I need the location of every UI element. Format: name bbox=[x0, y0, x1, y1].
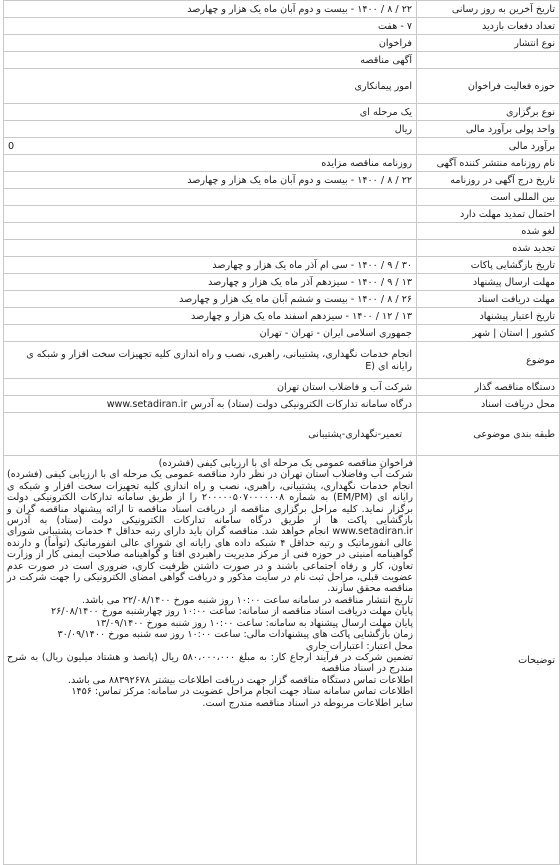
description-line: پایان مهلت دریافت اسناد مناقصه از سامانه: ساعت ۱۰:۰۰ روز چهارشنبه مورخ ۲۶/۰۸/۱۴۰۰ bbox=[50, 606, 413, 618]
description-line: سایر اطلاعات مربوطه در اسناد مناقصه مندرج است. bbox=[202, 697, 413, 709]
label-validity-date: تاریخ اعتبار پیشنهاد bbox=[417, 308, 560, 325]
value-last-update: ۲۲ / ۸ / ۱۴۰۰ - بیست و دوم آبان ماه یک هزار و چهارصد bbox=[4, 1, 417, 18]
description-line: پایان مهلت ارسال پیشنهاد به سامانه: ساعت ۱۰:۰۰ روز شنبه مورخ ۱۳/۰۹/۱۴۰۰ bbox=[95, 617, 413, 629]
row-notice-type bbox=[4, 52, 560, 69]
value-international bbox=[4, 189, 417, 206]
value-description bbox=[4, 456, 417, 865]
value-docs-place: درگاه سامانه تدارکات الکترونیکی دولت (ستاد) به آدرس www.setadiran.ir bbox=[4, 396, 417, 413]
label-opening-date: تاریخ بازگشایی پاکات bbox=[417, 257, 560, 274]
row-extension bbox=[4, 206, 560, 223]
label-location: کشور | استان | شهر bbox=[417, 325, 560, 342]
label-activity-area: حوزه فعالیت فراخوان bbox=[417, 69, 560, 104]
label-publish-type: نوع انتشار bbox=[417, 35, 560, 52]
value-location: جمهوری اسلامی ایران - تهران - تهران bbox=[4, 325, 417, 342]
description-line: تاریخ انتشار مناقصه در سامانه ساعت ۱۰:۰۰ روز شنبه مورخ ۲۲/۰۸/۱۴۰۰ می باشد. bbox=[81, 594, 413, 606]
value-notice-type: آگهی مناقصه bbox=[4, 52, 417, 69]
row-publish-type bbox=[4, 35, 560, 52]
row-visit-count bbox=[4, 18, 560, 35]
row-opening-date bbox=[4, 257, 560, 274]
description-line: شرکت آب وفاضلاب استان تهران در نظر دارد مناقصه عمومی یک مرحله ای با ارزیابی کیفی (فشرده) انجام خدمات نگهداری، پشتیبانی، راهبری، نصب و راه اندازی کلیه تجهیزات سخت افزار و شبکه ی رایانه ای (EM/PM) به شماره ۲۰۰۰۰۰۵۰۷۰۰۰۰۰۰۸ را از طریق سامانه تدارکات الکترونیکی دولت برگزار نماید. کلیه مراحل برگزاری مناقصه از دریافت اسناد مناقصه تا ارائه پیشنهاد مناقصه گران و بازگشایی پاکت ها از طریق درگاه سامانه تدارکات الکترونیکی دولت (ستاد) به آدرس www.setadiran.ir انجام خواهد شد. مناقصه گران باید دارای رتبه حداقل ۴ خدمات پشتیبانی شورای عالی انفورماتیک و رتبه حداقل ۴ شبکه داده های رایانه ای شورای عالی انفورماتیک (توأماً) و دارنده گواهینامه امنیتی در حوزه فنی از مرکز مدیریت راهبردی افتا و گواهینامه صلاحیت ایمنی کار از وزارت تعاون، کار و رفاه اجتماعی باشند و در صورت داشتن ظرفیت کاری، ضروری است در صورت عدم عضویت قبلی، مراحل ثبت نام در سایت مذکور و دریافت گواهی امضای الکترونیکی را جهت شرکت در مناقصه محقق سازند. bbox=[7, 469, 414, 595]
description-line: فراخوان مناقصه عمومی یک مرحله ای با ارزیابی کیفی (فشرده) bbox=[158, 458, 413, 469]
label-docs-place: محل دریافت اسناد bbox=[417, 396, 560, 413]
label-organizer: دستگاه مناقصه گذار bbox=[417, 379, 560, 396]
value-organizer: شرکت آب و فاضلاب استان تهران bbox=[4, 379, 417, 396]
value-cancelled bbox=[4, 223, 417, 240]
row-validity-date bbox=[4, 308, 560, 325]
description-line: زمان بازگشایی پاکت های پیشنهادات مالی: ساعت ۱۰:۰۰ روز سه شنبه مورخ ۳۰/۰۹/۱۴۰۰ bbox=[57, 629, 413, 641]
estimate-number: 0 bbox=[8, 140, 15, 152]
label-currency: واحد پولی برآورد مالی bbox=[417, 121, 560, 138]
value-extension bbox=[4, 206, 417, 223]
description-line: تضمین شرکت در فرآیند ارجاع کار: به مبلغ ۵۸۰،۰۰۰،۰۰۰ ریال (پانصد و هشتاد میلیون ریال) به شرح مندرج در اسناد مناقصه bbox=[7, 651, 413, 675]
row-newspaper-date bbox=[4, 172, 560, 189]
row-holding-type bbox=[4, 104, 560, 121]
label-category: طبقه بندی موضوعی bbox=[417, 413, 560, 456]
label-docs-deadline: مهلت دریافت اسناد bbox=[417, 291, 560, 308]
label-renewed: تجدید شده bbox=[417, 240, 560, 257]
label-subject: موضوع bbox=[417, 342, 560, 379]
value-publish-type: فراخوان bbox=[4, 35, 417, 52]
row-location bbox=[4, 325, 560, 342]
row-subject bbox=[4, 342, 560, 379]
value-newspaper-date: ۲۲ / ۸ / ۱۴۰۰ - بیست و دوم آبان ماه یک هزار و چهارصد bbox=[4, 172, 417, 189]
value-opening-date: ۳۰ / ۹ / ۱۴۰۰ - سی ام آذر ماه یک هزار و چهارصد bbox=[4, 257, 417, 274]
label-estimate: برآورد مالی bbox=[417, 138, 560, 155]
label-last-update: تاریخ آخرین به روز رسانی bbox=[417, 1, 560, 18]
value-validity-date: ۱۳ / ۱۲ / ۱۴۰۰ - سیزدهم اسفند ماه یک هزار و چهارصد bbox=[4, 308, 417, 325]
row-description bbox=[4, 456, 560, 865]
label-newspaper: نام روزنامه منتشر کننده آگهی bbox=[417, 155, 560, 172]
label-visit-count: تعداد دفعات بازدید bbox=[417, 18, 560, 35]
value-renewed bbox=[4, 240, 417, 257]
row-docs-deadline bbox=[4, 291, 560, 308]
value-subject: انجام خدمات نگهداری، پشتیبانی، راهبری، نصب و راه اندازی کلیه تجهیزات سخت افزار و شبکه ی رایانه ای (E bbox=[4, 342, 417, 379]
description-line: محل اعتبار: اعتبارات جاری bbox=[305, 640, 413, 652]
row-category bbox=[4, 413, 560, 456]
value-category: تعمیر-نگهداری-پشتیبانی bbox=[4, 413, 417, 456]
label-notice-type bbox=[417, 52, 560, 69]
row-international bbox=[4, 189, 560, 206]
label-holding-type: نوع برگزاری bbox=[417, 104, 560, 121]
row-newspaper bbox=[4, 155, 560, 172]
value-visit-count: ۷ - هفت bbox=[4, 18, 417, 35]
value-estimate bbox=[4, 138, 417, 155]
row-submit-deadline bbox=[4, 274, 560, 291]
value-docs-deadline: ۲۶ / ۸ / ۱۴۰۰ - بیست و ششم آبان ماه یک هزار و چهارصد bbox=[4, 291, 417, 308]
label-description: توضیحات bbox=[417, 456, 560, 865]
tender-info-table bbox=[3, 0, 560, 865]
row-currency bbox=[4, 121, 560, 138]
label-international: بین المللی است bbox=[417, 189, 560, 206]
label-newspaper-date: تاریخ درج آگهی در روزنامه bbox=[417, 172, 560, 189]
value-submit-deadline: ۱۳ / ۹ / ۱۴۰۰ - سیزدهم آذر ماه یک هزار و چهارصد bbox=[4, 274, 417, 291]
row-last-update bbox=[4, 1, 560, 18]
label-submit-deadline: مهلت ارسال پیشنهاد bbox=[417, 274, 560, 291]
row-cancelled bbox=[4, 223, 560, 240]
value-activity-area: امور پیمانکاری bbox=[4, 69, 417, 104]
row-estimate bbox=[4, 138, 560, 155]
row-docs-place bbox=[4, 396, 560, 413]
row-renewed bbox=[4, 240, 560, 257]
row-activity-area bbox=[4, 69, 560, 104]
label-extension: احتمال تمدید مهلت دارد bbox=[417, 206, 560, 223]
label-cancelled: لغو شده bbox=[417, 223, 560, 240]
value-holding-type: یک مرحله ای bbox=[4, 104, 417, 121]
row-organizer bbox=[4, 379, 560, 396]
description-line: اطلاعات تماس دستگاه مناقصه گزار جهت دریافت اطلاعات بیشتر ۸۸۳۹۲۶۷۸ می باشد. bbox=[67, 674, 413, 686]
value-newspaper: روزنامه مناقصه مزایده bbox=[4, 155, 417, 172]
value-currency: ریال bbox=[4, 121, 417, 138]
description-line: اطلاعات تماس سامانه ستاد جهت انجام مراحل عضویت در سامانه: مرکز تماس: ۱۴۵۶ bbox=[71, 686, 413, 698]
